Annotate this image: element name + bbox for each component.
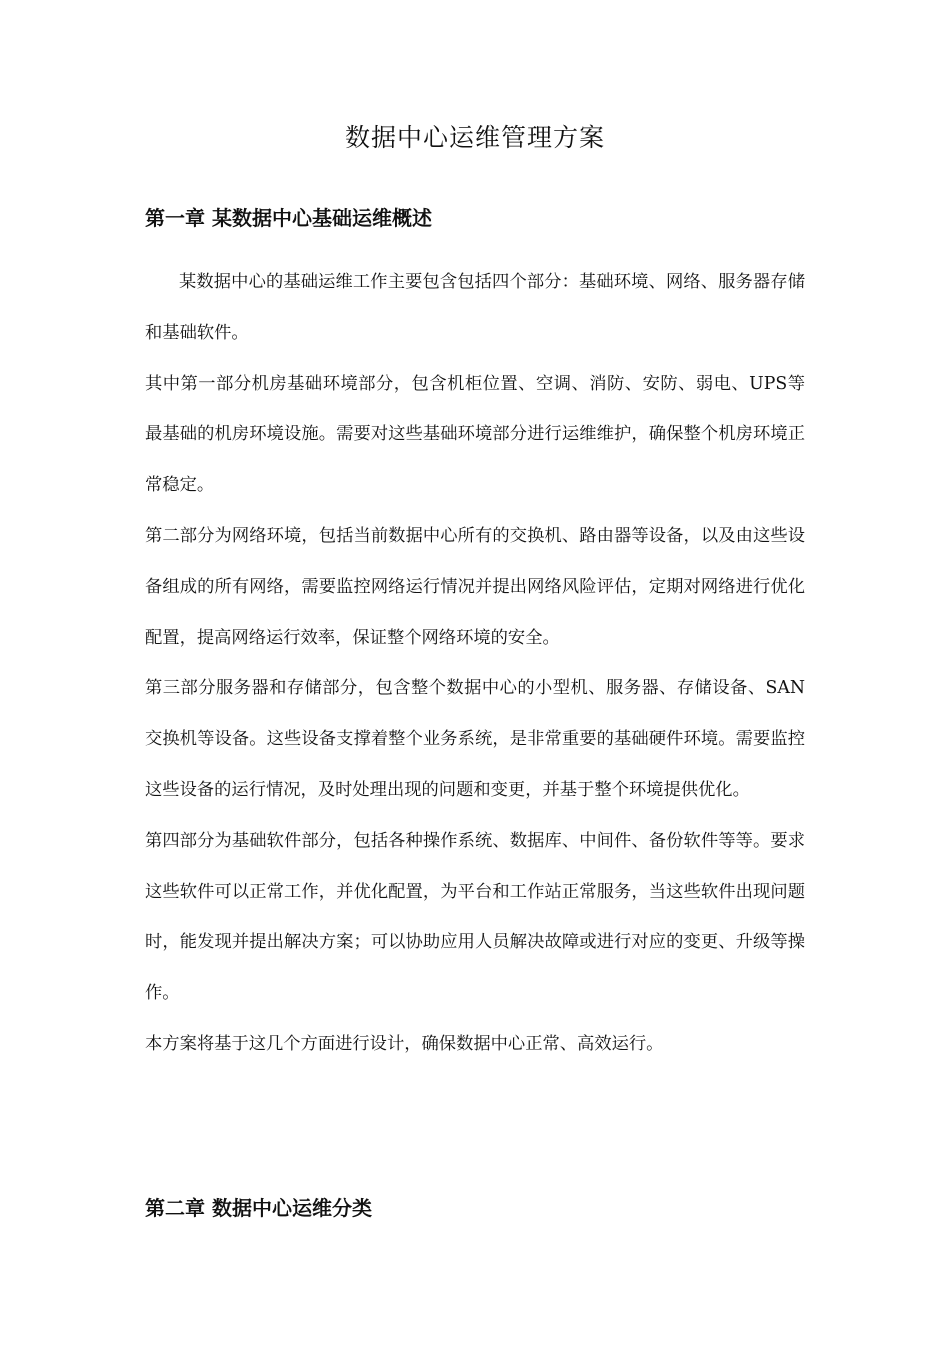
chapter-1-heading: 第一章 某数据中心基础运维概述 xyxy=(145,206,432,230)
paragraph-part-2: 第二部分为网络环境，包括当前数据中心所有的交换机、路由器等设备，以及由这些设备组成的所有网络，需要监控网络运行情况并提出网络风险评估，定期对网络进行优化配置，提高网络运行效率，保证整个网络环境的安全。 xyxy=(145,525,805,648)
paragraph-part-3: 第三部分服务器和存储部分，包含整个数据中心的小型机、服务器、存储设备、SAN交换机等设备。这些设备支撑着整个业务系统，是非常重要的基础硬件环境。需要监控这些设备的运行情况，及时处理出现的问题和变更，并基于整个环境提供优化。 xyxy=(145,678,805,800)
paragraph-conclusion: 本方案将基于这几个方面进行设计，确保数据中心正常、高效运行。 xyxy=(145,1033,664,1054)
document-title: 数据中心运维管理方案 xyxy=(344,123,605,152)
paragraph-overview: 某数据中心的基础运维工作主要包含包括四个部分：基础环境、网络、服务器存储和基础软件。 xyxy=(145,272,805,343)
chapter-2-heading: 第二章 数据中心运维分类 xyxy=(145,1196,372,1220)
chapter-1-body xyxy=(145,257,805,1070)
paragraph-part-1: 其中第一部分机房基础环境部分，包含机柜位置、空调、消防、安防、弱电、UPS等最基础的机房环境设施。需要对这些基础环境部分进行运维维护，确保整个机房环境正常稳定。 xyxy=(145,373,805,496)
paragraph-part-4: 第四部分为基础软件部分，包括各种操作系统、数据库、中间件、备份软件等等。要求这些软件可以正常工作，并优化配置，为平台和工作站正常服务，当这些软件出现问题时，能发现并提出解决方案；可以协助应用人员解决故障或进行对应的变更、升级等操作。 xyxy=(145,830,805,1004)
